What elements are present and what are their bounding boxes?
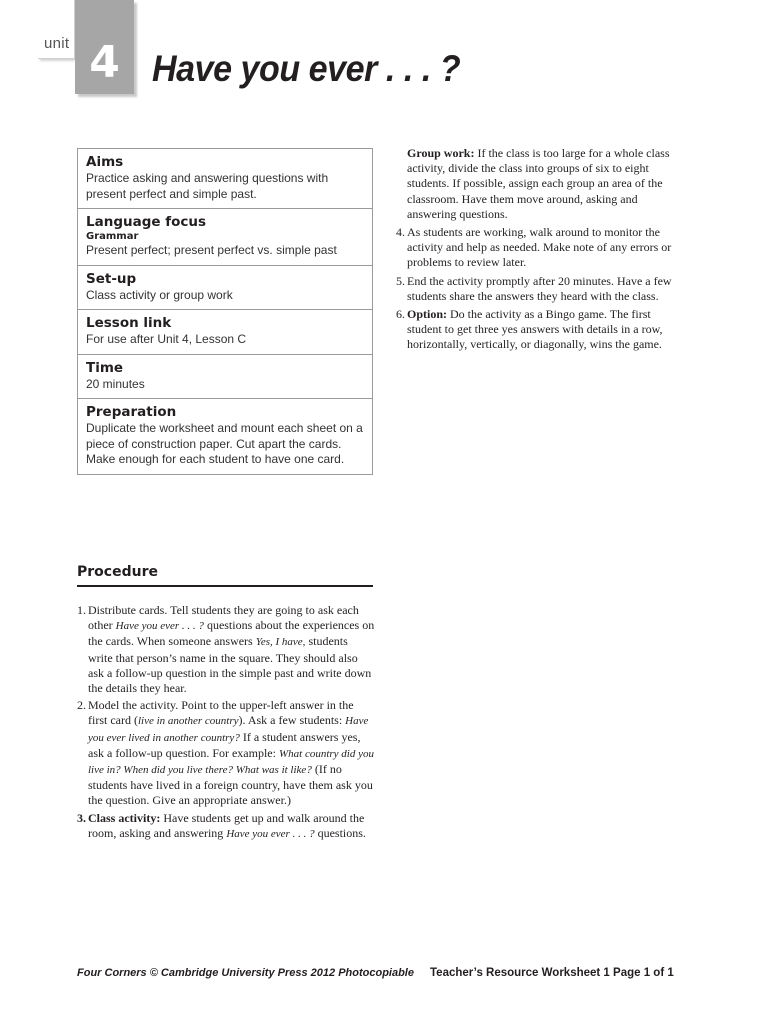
setup-section	[78, 266, 372, 311]
language-focus-section	[78, 209, 372, 266]
step-label: Option:	[407, 307, 448, 322]
procedure-step-6	[396, 307, 680, 353]
step-number: 4.	[396, 225, 405, 240]
step-number: 2.	[77, 698, 86, 713]
time-text: 20 minutes	[86, 376, 145, 391]
aims-text: Practice asking and answering questions with present perfect and simple past.	[86, 171, 329, 201]
aims-heading: Aims	[86, 154, 124, 170]
step-number: 5.	[396, 273, 405, 288]
lesson-link-text: For use after Unit 4, Lesson C	[86, 332, 247, 346]
language-focus-text: Present perfect; present perfect vs. simple past	[86, 243, 337, 257]
lesson-link-section	[78, 310, 372, 355]
example-phrase: Have you ever . . . ?	[226, 827, 315, 840]
procedure-list-right	[396, 146, 680, 356]
step-text: As students are working, walk around to monitor the activity and help as needed. Make note of any errors or problems to review later.	[407, 225, 672, 270]
grammar-subheading: Grammar	[86, 231, 139, 242]
step-label: Class activity:	[88, 810, 161, 825]
example-phrase: Yes, I have,	[255, 636, 306, 649]
step-text: Have students get up and walk around the room, asking and answering	[88, 810, 365, 840]
page-footer: Teacher’s Resource Worksheet 1 Page 1 of 1	[430, 967, 674, 979]
step-text: Model the activity. Point to the upper-left answer in the first card (	[88, 698, 354, 728]
lesson-link-heading: Lesson link	[86, 315, 172, 331]
group-work-note	[396, 146, 680, 222]
preparation-heading: Preparation	[86, 404, 177, 420]
preparation-text: Duplicate the worksheet and mount each sheet on a piece of construction paper. Cut apart the cards. Make enough for each student to have one card.	[86, 421, 363, 466]
aims-section	[78, 149, 372, 209]
copyright-footer: Four Corners © Cambridge University Press 2012 Photocopiable	[77, 967, 414, 979]
step-number: 1.	[77, 603, 86, 617]
unit-number: 4	[89, 37, 120, 88]
setup-text: Class activity or group work	[86, 287, 233, 302]
step-text: ). Ask a few students:	[238, 713, 346, 728]
step-text: If the class is too large for a whole class activity, divide the class into groups of six to eight students. If possible, assign each group an area of the classroom. Have them move around, asking and answering questions.	[407, 146, 670, 221]
step-text: students write that person’s name in the square. They should also ask a follow-up question in the simple past and write down the details they hear.	[88, 634, 372, 696]
example-phrase: What country did you live in? When did you live there? What was it like?	[88, 747, 374, 777]
time-heading: Time	[86, 359, 124, 376]
example-phrase: Have you ever lived in another country?	[88, 715, 369, 744]
step-text: Do the activity as a Bingo game. The first student to get three yes answers with details in a row, horizontally, vertically, or diagonally, wins the game.	[407, 307, 663, 352]
step-text: questions.	[314, 825, 366, 840]
time-section	[78, 355, 372, 400]
procedure-step-2	[77, 698, 375, 808]
procedure-step-3	[77, 811, 375, 842]
step-label: Group work:	[407, 146, 475, 160]
step-text: questions about the experiences on the cards. When someone answers	[88, 618, 375, 649]
lesson-info-box	[77, 148, 373, 475]
procedure-list-left	[77, 603, 375, 844]
step-text: (If no students have lived in a foreign country, have them ask you the question. Give an appropriate answer.)	[88, 762, 373, 808]
example-phrase: Have you ever . . . ?	[115, 620, 204, 633]
procedure-step-4	[396, 225, 680, 271]
page-title: Have you ever . . . ?	[152, 48, 461, 89]
procedure-step-5	[396, 274, 680, 304]
setup-heading: Set-up	[86, 270, 137, 287]
example-phrase: live in another country	[137, 715, 239, 728]
procedure-step-1	[77, 603, 375, 696]
unit-label: unit	[44, 35, 70, 52]
step-number: 3.	[77, 810, 86, 825]
procedure-heading: Procedure	[77, 563, 373, 587]
step-text: Distribute cards. Tell students they are going to ask each other	[88, 603, 359, 633]
preparation-section	[78, 399, 372, 474]
step-text: If a student answers yes, ask a follow-up question. For example:	[88, 729, 361, 760]
step-text: End the activity promptly after 20 minutes. Have a few students share the answers they heard with the class.	[407, 273, 672, 303]
language-focus-heading: Language focus	[86, 214, 207, 230]
step-number: 6.	[396, 307, 405, 322]
